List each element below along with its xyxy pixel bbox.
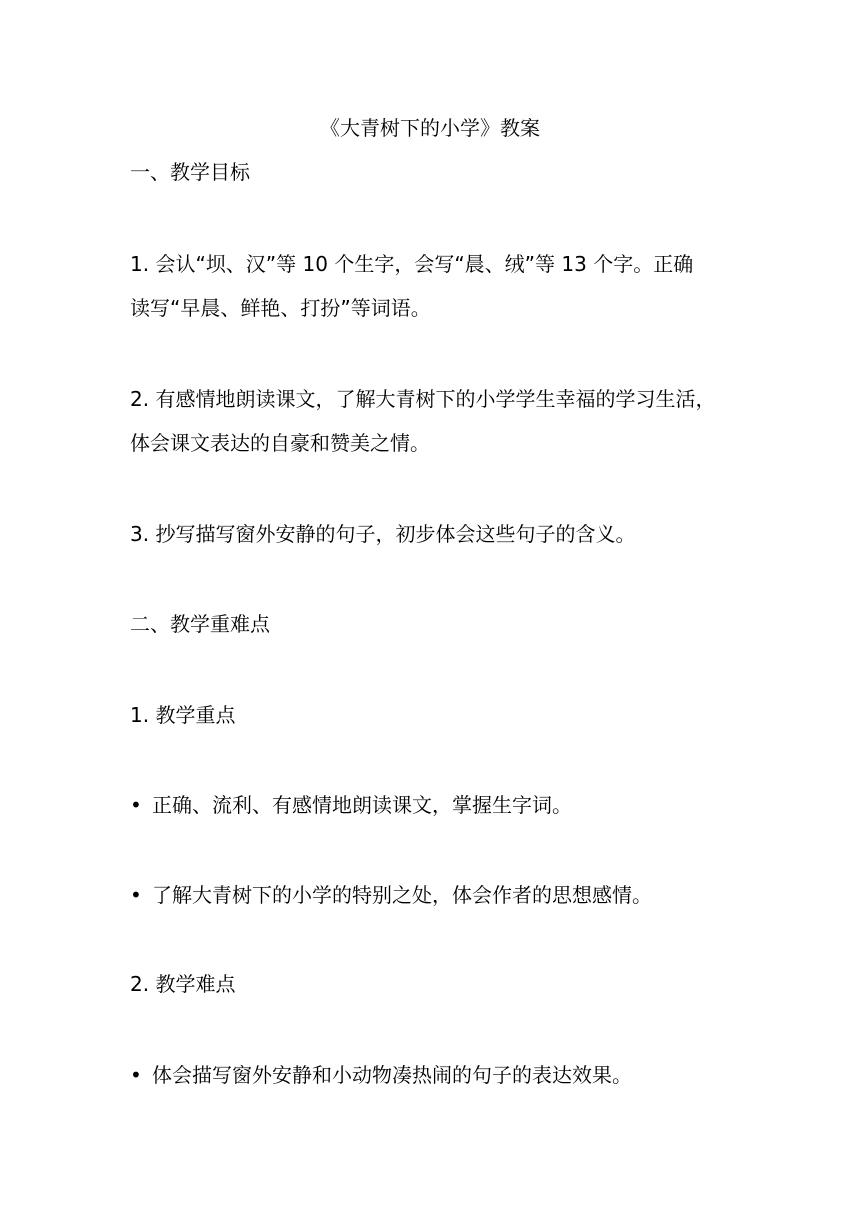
key-point-item [130, 791, 572, 819]
section-heading-teaching-goals: 一、教学目标 [130, 160, 250, 184]
key-point-text: 了解大青树下的小学的特别之处，体会作者的思想感情。 [152, 883, 652, 907]
bullet-icon: • [130, 1063, 142, 1087]
difficult-point-item [130, 1061, 632, 1089]
key-point-text: 正确、流利、有感情地朗读课文，掌握生字词。 [152, 793, 572, 817]
bullet-icon: • [130, 883, 142, 907]
goal-2-line-1: 2. 有感情地朗读课文，了解大青树下的小学学生幸福的学习生活， [130, 387, 716, 411]
difficult-point-text: 体会描写窗外安静和小动物凑热闹的句子的表达效果。 [152, 1063, 632, 1087]
section-heading-key-difficult-points: 二、教学重难点 [130, 612, 270, 636]
bullet-icon: • [130, 793, 142, 817]
goal-1-line-2: 读写“早晨、鲜艳、打扮”等词语。 [130, 296, 431, 320]
subheading-key-points: 1. 教学重点 [130, 703, 236, 727]
goal-2-line-2: 体会课文表达的自豪和赞美之情。 [130, 431, 430, 455]
subheading-difficult-points: 2. 教学难点 [130, 972, 236, 996]
goal-3: 3. 抄写描写窗外安静的句子，初步体会这些句子的含义。 [130, 522, 636, 546]
key-point-item [130, 881, 652, 909]
goal-1-line-1: 1. 会认“坝、汉”等 10 个生字，会写“晨、绒”等 13 个字。正确 [130, 252, 694, 276]
document-title: 《大青树下的小学》教案 [320, 116, 540, 140]
